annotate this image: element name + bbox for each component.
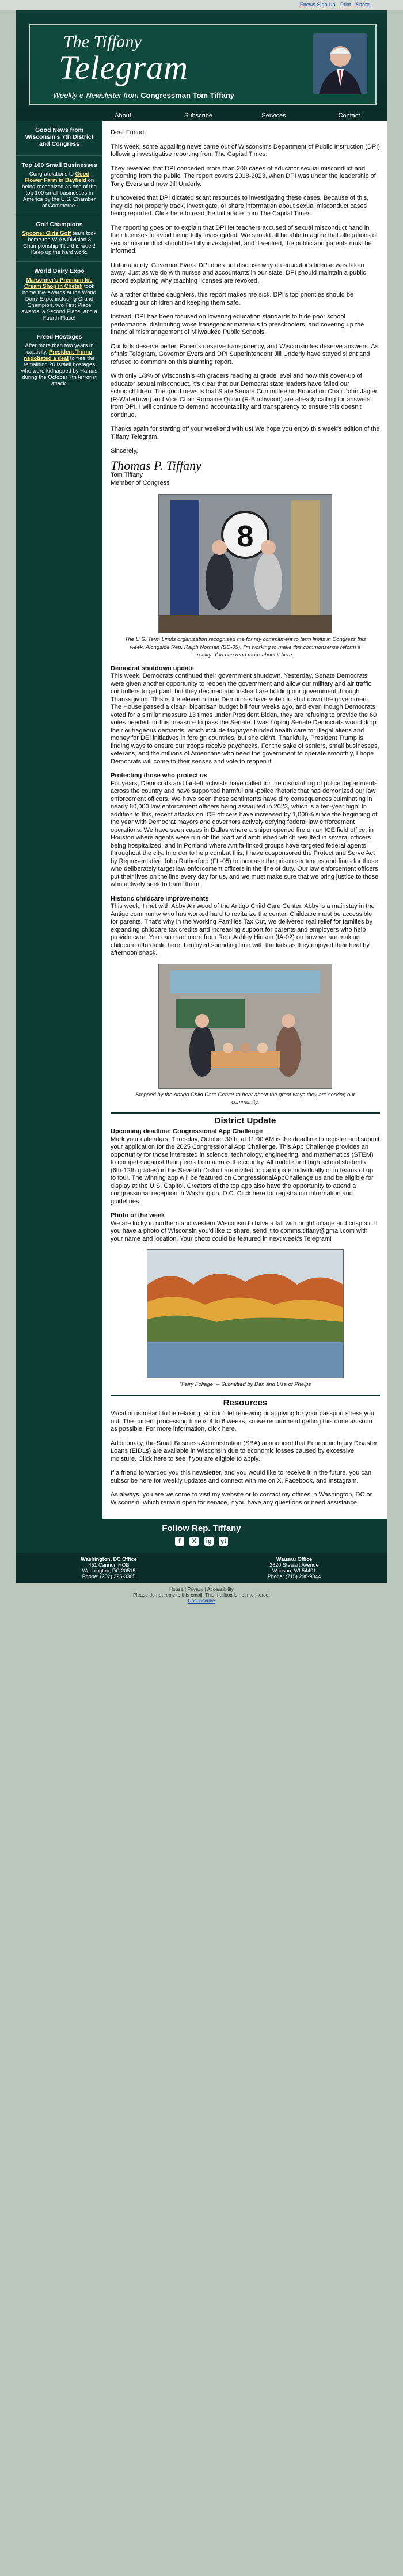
- title-top: The Tiffany: [63, 32, 142, 51]
- photo-caption: The U.S. Term Limits organization recognized me for my commitment to term limits in Congress this week. Alongside Rep. Ralph Norman (SC-05), I'm working to make this commonsense reform a reality. You can read more about it here.: [124, 636, 366, 658]
- term-limits-photo: [158, 494, 332, 633]
- nav-about[interactable]: About: [115, 112, 131, 119]
- enews-signup-link[interactable]: Enews Sign Up: [299, 2, 336, 7]
- paragraph: For years, Democrats and far-left activists have called for the dismantling of police departments across the country and have supported harmful anti-police rhetoric that has demonized our law enforcement officers. We have seen these sentiments have dire consequences culminating in nearly 80,000 law enforcement officers being assaulted in 2023, which is a ten-year high. In addition to this, recent attacks on ICE officers have increased by 1,000% since the beginning of the year with Democrat mayors and governors actively defying federal law enforcement operations. We have seen cases in Dallas where a sniper opened fire on an ICE field office, in Houston where agents were run off the road and ambushed which resulted in several officers being hospitalized, and in Portland where Antifa-linked groups have targeted federal agents throughout the city. In order to help combat this, I have cosponsored the Protect and Serve Act by Representative John Rutherford (FL-05) to increase the prison sentences and fines for those who deliberately target law enforcement officers in the line of duty. Our law enforcement officers put their lives on the line every day for us, and we must make sure that we bring justice to those who actively seek to harm them.: [111, 780, 379, 888]
- paragraph: They revealed that DPI conceded more than 200 cases of educator sexual misconduct and grooming from the public. The report covers 2018-2023, when DPI was under the leadership of Tony Evers and now Jill Underly.: [111, 165, 376, 188]
- closing: Sincerely,: [111, 447, 138, 454]
- x-icon[interactable]: X: [189, 1537, 199, 1546]
- signer-name: Tom Tiffany: [111, 472, 143, 478]
- svg-text:8: 8: [237, 520, 254, 553]
- resources-heading: Resources: [111, 1395, 380, 1411]
- paragraph: If a friend forwarded you this newsletter, and you would like to receive it in the future, you can subscribe here for weekly updates and connect with me on X, Facebook, and Instagram.: [111, 1469, 372, 1484]
- noreply-notice: Please do not reply to this email. This mailbox is not monitored.: [133, 1592, 270, 1598]
- nav-subscribe[interactable]: Subscribe: [184, 112, 212, 119]
- good-flower-farm-link[interactable]: Good Flower Farm in Bayfield: [24, 171, 90, 184]
- section-heading: Protecting those who protect us: [111, 772, 208, 779]
- paragraph: This week, I met with Abby Arnwood of the Antigo Child Care Center. Abby is a mainstay in the Antigo community who has worked hard to revitalize the center. Childcare must be accessible for parents. That's why in the Working Families Tax Cut, we delivered real relief for families by expanding childcare tax credits and increasing support for parents and employers who help provide care. You can read more from Rep. Ashley Hinson (IA-02) on how we are making childcare affordable here. I enjoyed spending time with the kids as they enjoyed their healthy afternoon snack.: [111, 903, 375, 956]
- congressman-portrait: [313, 33, 367, 94]
- district-update-heading: District Update: [111, 1112, 380, 1129]
- section-heading: Historic childcare improvements: [111, 895, 209, 902]
- share-link[interactable]: Share: [355, 2, 370, 7]
- offices: [16, 1553, 387, 1583]
- paragraph: With only 1/3% of Wisconsin's 4th graders reading at grade level and now this cover-up of educator sexual misconduct, it's clear that our Democrat state leaders have failed our schoolchildren. The good news is that State Senate Committee on Education Chair John Jagler (R-Watertown) and Vice Chair Romaine Quinn (R-Birchwood) are already calling for answers from DPI. I will continue to demand accountability and transparency to ensure this doesn't continue.: [111, 373, 378, 419]
- nav-bar: [16, 111, 387, 121]
- paragraph: Unfortunately, Governor Evers' DPI does not disclose why an educator's license was taken away. Just as we do with nurses and accountants in our state, DPI should maintain a public record explaining why teaching licenses are revoked.: [111, 261, 366, 284]
- sidebar-heading: Good News from Wisconsin's 7th District and Congress: [25, 127, 94, 147]
- sidebar: [16, 121, 102, 1519]
- section-heading: Photo of the week: [111, 1212, 165, 1219]
- paragraph: We are lucky in northern and western Wisconsin to have a fall with bright foliage and crisp air. If you have a photo of Wisconsin you'd like to share, send it to comms.tiffany@gmail.com with your name and location. Your photo could be featured in next week's Telegram!: [111, 1219, 378, 1243]
- section-heading: Upcoming deadline: Congressional App Challenge: [111, 1128, 263, 1135]
- paragraph: Additionally, the Small Business Administration (SBA) announced that Economic Injury Disaster Loans (EIDLs) are available in Wisconsin due to economic losses caused by excessive moisture. Click here to see if you are eligible to apply.: [111, 1439, 378, 1462]
- sidebar-item-small-business: Top 100 Small Businesses Congratulations to Good Flower Farm in Bayfield on being recognized as one of the top 100 small businesses in America by the U.S. Chamber of Commerce.: [16, 156, 102, 215]
- child-care-photo: [158, 964, 332, 1089]
- youtube-icon[interactable]: yt: [219, 1537, 228, 1546]
- facebook-icon[interactable]: f: [175, 1537, 184, 1546]
- signer-role: Member of Congress: [111, 479, 170, 487]
- nav-contact[interactable]: Contact: [338, 112, 360, 119]
- title-main: Telegram: [59, 49, 188, 86]
- nav-services[interactable]: Services: [261, 112, 286, 119]
- newsletter-body: [16, 10, 387, 1583]
- top-bar: [0, 0, 403, 10]
- tagline: Weekly e-Newsletter from Congressman Tom Tiffany: [53, 91, 234, 100]
- spooner-golf-link[interactable]: Spooner Girls Golf: [22, 230, 71, 237]
- sidebar-item-hostages: Freed Hostages After more than two years in captivity, President Trump negotiated a deal to free the remaining 20 Israeli hostages who were kidnapped by Hamas during the October 7th terrorist attack.: [21, 333, 98, 387]
- paragraph: This week, Democrats continued their government shutdown. Yesterday, Senate Democrats were given another opportunity to reopen the government and allow our military and air traffic controllers to get paid, but they declined and instead are holding our government through Thanksgiving. This is the eleventh time Democrats have voted to shut down the government. The House passed a clean, bipartisan budget bill four weeks ago, and even though Democrats voted for a similar measure 13 times under President Biden, they are refusing to provide the 60 votes needed for this measure to pass the Senate. I was hoping Senate Democrats would drop their outrageous demands, which include taxpayer-funded health care for illegal aliens and money for DEI initiatives in foreign countries, but she didn't. Thankfully, President Trump is finding ways to ensure our troops receive paychecks. For the sake of seniors, small businesses, veterans, and the millions of Americans who need the government to operate smoothly, I hope Democrats will come to their senses and vote to reopen it.: [111, 673, 379, 765]
- paragraph: Instead, DPI has been focused on lowering education standards to hide poor school performance, distributing woke transgender materials to preschoolers, and covering up the financial mismanagement of Milwaukee Public Schools.: [111, 313, 364, 336]
- wausau-office: Wausau Office 2620 Stewart Avenue Wausau, WI 54401 Phone: (715) 298-9344: [267, 1556, 321, 1579]
- marschner-link[interactable]: Marschner's Premium Ice Cream Shop in Chetek: [24, 277, 93, 290]
- photo-caption: "Fairy Foliage" – Submitted by Dan and Lisa of Phelps: [179, 1381, 311, 1388]
- instagram-icon[interactable]: ig: [204, 1537, 214, 1546]
- paragraph: Our kids deserve better. Parents deserve transparency, and Wisconsinites deserve answers. As of this Telegram, Governor Evers and DPI Superintendent Jill Underly have stayed silent and refused to comment on this alarming report.: [111, 343, 379, 366]
- sidebar-item-dairy: World Dairy Expo Marschner's Premium Ice Cream Shop in Chetek took home five awards at the World Dairy Expo, including Grand Champion, two First Place awards, a Second Place, and a Fourth Place!: [16, 262, 102, 328]
- paragraph: The reporting goes on to explain that DPI let teachers accused of sexual misconduct hand in their licenses to avoid being fully investigated. We should all be able to agree that allegations of sexual misconduct should be fully investigated, and if verified, the public and parents must be informed.: [111, 224, 378, 254]
- paragraph: As always, you are welcome to visit my website or to contact my offices in Washington, DC or Wisconsin, which remain open for service, if you have any questions or need assistance.: [111, 1491, 372, 1506]
- fall-foliage-photo: [147, 1249, 344, 1378]
- signature: Thomas P. Tiffany: [111, 458, 202, 473]
- paragraph: Thanks again for starting off your weekend with us! We hope you enjoy this week's edition of the Tiffany Telegram.: [111, 425, 380, 440]
- paragraph: It uncovered that DPI dictated scant resources to investigating these cases. Because of this, they did not properly track, investigate, or share information about sexual misconduct cases being reported. Click here to read the full article from The Capital Times.: [111, 195, 369, 217]
- paragraph: Mark your calendars: Thursday, October 30th, at 11:00 AM is the deadline to register and submit your application for the 2025 Congressional App Challenge. This App Challenge provides an opportunity for those interested in science, technology, engineering, and mathematics (STEM) to compete against their peers from across the country. All middle and high school students (6th-12th grades) in the Seventh District are invited to participate individually or in teams of up to four. The winning app will be featured on CongressionalAppChallenge.us and be eligible for display at the U.S. Capitol. Creators of the top app also have the opportunity to attend a congressional reception in Washington, D.C. Click here for registration information and guidelines.: [111, 1135, 380, 1205]
- paragraph: As a father of three daughters, this report makes me sick. DPI's top priorities should be educating our children and keeping them safe.: [111, 291, 354, 306]
- paragraph: This week, some appalling news came out of Wisconsin's Department of Public Instruction (DPI) following investigative reporting from The Capital Times.: [111, 143, 380, 158]
- unsubscribe-link[interactable]: Unsubscribe: [188, 1598, 215, 1604]
- footer-links[interactable]: House | Privacy | Accessibility: [169, 1586, 234, 1592]
- print-link[interactable]: Print: [340, 2, 351, 7]
- greeting: Dear Friend,: [111, 129, 146, 136]
- trump-deal-link[interactable]: President Trump negotiated a deal: [24, 349, 92, 362]
- photo-caption: Stopped by the Antigo Child Care Center to hear about the great ways they are serving our community.: [135, 1091, 355, 1105]
- main-content: [102, 121, 387, 1519]
- follow-section: [16, 1519, 387, 1553]
- follow-title: Follow Rep. Tiffany: [162, 1523, 241, 1533]
- sidebar-item-golf: Golf Champions Spooner Girls Golf team took home the WIAA Division 3 Championship Title this week! Keep up the hard work.: [16, 215, 102, 262]
- section-heading: Democrat shutdown update: [111, 664, 194, 672]
- paragraph: Vacation is meant to be relaxing, so don't let renewing or applying for your passport stress you out. The current processing time is 4 to 6 weeks, so we recommend getting this done as soon as possible. For more information, click here.: [111, 1410, 375, 1433]
- dc-office: Washington, DC Office 451 Cannon HOB Washington, DC 20515 Phone: (202) 225-3365: [81, 1556, 137, 1579]
- footer: [0, 1583, 403, 1607]
- masthead: [16, 10, 387, 111]
